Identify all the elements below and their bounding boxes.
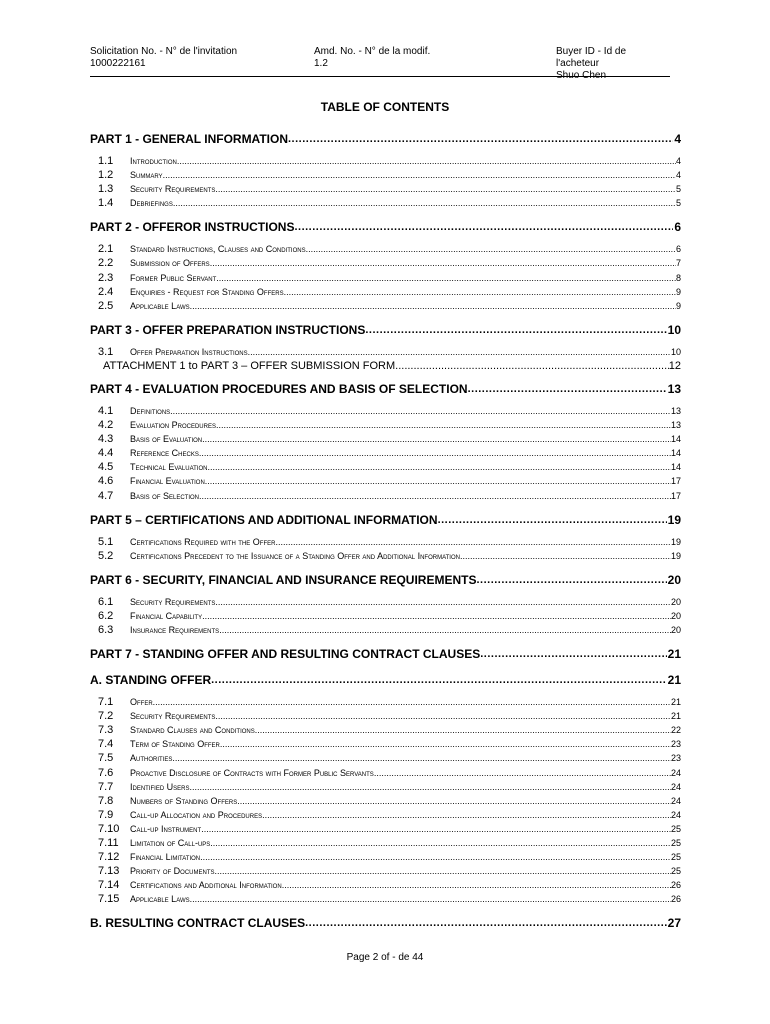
toc-page-number: 24 [670, 809, 681, 820]
toc-page-number: 25 [670, 866, 681, 877]
toc-item-title: Authorities [130, 753, 173, 764]
toc-item[interactable] [90, 168, 681, 182]
toc-item-number: 3.1 [98, 345, 114, 358]
solicitation-label: Solicitation No. - N° de l'invitation [90, 46, 238, 57]
toc-item-number: 1.2 [98, 169, 114, 182]
toc-page-number: 26 [670, 894, 681, 905]
toc-item-title: Standard Clauses and Conditions [130, 725, 255, 736]
toc-attachment-1[interactable] [90, 359, 681, 374]
toc-page-number: 20 [670, 624, 681, 635]
table-of-contents [90, 128, 681, 934]
toc-item-title: Identified Users [130, 781, 190, 792]
toc-part-title: PART 1 - GENERAL INFORMATION [90, 132, 288, 146]
toc-page-number: 6 [675, 244, 681, 255]
toc-page-number: 19 [670, 550, 681, 561]
amendment-label: Amd. No. - N° de la modif. [314, 46, 431, 57]
toc-item-number: 7.12 [98, 851, 120, 864]
toc-item-title: Financial Limitation [130, 852, 201, 863]
toc-page-number: 10 [670, 346, 681, 357]
toc-page-number: 14 [670, 434, 681, 445]
toc-item-title: Call-up Instrument [130, 823, 202, 834]
toc-item-title: Certifications Required with the Offer [130, 536, 276, 547]
toc-page-number: 4 [675, 170, 681, 181]
toc-page-number: 25 [670, 852, 681, 863]
toc-page-number: 24 [670, 767, 681, 778]
toc-item-number: 7.6 [98, 766, 114, 779]
toc-section-title: B. RESULTING CONTRACT CLAUSES [90, 916, 306, 931]
toc-item[interactable] [90, 595, 681, 609]
toc-item[interactable] [90, 822, 681, 836]
toc-item-title: Definitions [130, 405, 171, 416]
toc-item-number: 7.8 [98, 794, 114, 807]
toc-item-title: Financial Evaluation [130, 476, 205, 487]
toc-part-title: PART 5 – CERTIFICATIONS AND ADDITIONAL INFORMATION [90, 512, 438, 527]
toc-item[interactable] [90, 780, 681, 794]
toc-item[interactable] [90, 489, 681, 503]
toc-item-number: 7.2 [98, 710, 114, 723]
toc-part-3[interactable] [90, 319, 681, 341]
toc-item-title: Security Requirements [130, 711, 216, 722]
toc-item-title: Evaluation Procedures [130, 420, 216, 431]
toc-item[interactable] [90, 549, 681, 563]
toc-item-number: 7.15 [98, 893, 120, 906]
toc-page-number: 14 [670, 462, 681, 473]
toc-item-number: 7.4 [98, 738, 114, 751]
toc-item-title: Basis of Evaluation [130, 434, 203, 445]
page-footer: Page 2 of - de 44 [346, 952, 424, 963]
toc-item-title: Basis of Selection [130, 490, 200, 501]
buyer-label: Buyer ID - Id de l'acheteur [556, 46, 627, 69]
toc-page-number: 7 [675, 258, 681, 269]
toc-part-title: PART 4 - EVALUATION PROCEDURES AND BASIS OF SELECTION [90, 381, 468, 396]
toc-part-7[interactable] [90, 643, 681, 665]
toc-item-title: Standard Instructions, Clauses and Conditions [130, 244, 306, 255]
toc-item[interactable] [90, 474, 681, 488]
toc-item[interactable] [90, 695, 681, 709]
toc-page-number: 17 [670, 476, 681, 487]
toc-item-number: 4.2 [98, 419, 114, 432]
toc-item-number: 1.3 [98, 183, 114, 196]
toc-item-number: 6.2 [98, 609, 114, 622]
toc-part-2[interactable] [90, 216, 681, 238]
toc-page-number: 9 [675, 286, 681, 297]
toc-item-title: Introduction [130, 156, 177, 166]
toc-page-number: 22 [670, 725, 681, 736]
toc-item-number: 2.4 [98, 285, 114, 298]
toc-item-number: 5.1 [98, 535, 114, 548]
toc-item-title: Technical Evaluation [130, 462, 208, 473]
toc-page-number: 25 [670, 823, 681, 834]
toc-part-title: PART 2 - OFFEROR INSTRUCTIONS [90, 220, 295, 235]
toc-page-number: 23 [670, 753, 681, 764]
toc-page-number: 26 [670, 880, 681, 891]
toc-item-number: 7.11 [98, 837, 119, 849]
toc-item-number: 2.5 [98, 299, 114, 312]
toc-page-number: 23 [670, 739, 681, 750]
toc-page-number: 25 [670, 838, 681, 848]
toc-item-number: 4.6 [98, 475, 114, 488]
toc-item[interactable] [90, 850, 681, 864]
toc-item[interactable] [90, 836, 681, 850]
toc-page-number: 19 [670, 536, 681, 547]
toc-item[interactable] [90, 878, 681, 892]
toc-part-6[interactable] [90, 569, 681, 591]
toc-item-title: Certifications and Additional Information [130, 880, 282, 891]
toc-item[interactable] [90, 892, 681, 906]
toc-attachment-title: ATTACHMENT 1 to PART 3 – OFFER SUBMISSION FORM [103, 359, 396, 372]
toc-item[interactable] [90, 808, 681, 822]
toc-item-number: 4.5 [98, 461, 114, 474]
toc-item-number: 7.9 [98, 808, 114, 821]
toc-item-title: Offer Preparation Instructions [130, 346, 248, 357]
toc-page-number: 20 [667, 572, 681, 587]
toc-item[interactable] [90, 432, 681, 446]
toc-page-number: 17 [670, 490, 681, 501]
toc-page-number: 20 [670, 610, 681, 621]
toc-item[interactable] [90, 446, 681, 460]
toc-item-title: Certifications Precedent to the Issuance of a Standing Offer and Additional Information [130, 550, 460, 561]
toc-item-number: 4.4 [98, 447, 114, 460]
toc-page-number: 9 [675, 300, 681, 311]
toc-section-a[interactable] [90, 669, 681, 691]
toc-item[interactable] [90, 737, 681, 751]
toc-part-title: PART 3 - OFFER PREPARATION INSTRUCTIONS [90, 322, 366, 337]
toc-item[interactable] [90, 154, 681, 168]
toc-item-number: 4.3 [98, 433, 114, 446]
toc-item-title: Former Public Servant [130, 272, 217, 283]
toc-item-number: 7.13 [98, 865, 120, 878]
page-header [90, 46, 670, 81]
toc-item-number: 2.2 [98, 257, 114, 270]
toc-page-number: 20 [670, 596, 681, 607]
toc-item-number: 7.3 [98, 724, 114, 737]
toc-item[interactable] [90, 299, 681, 313]
toc-item[interactable] [90, 271, 681, 285]
toc-item-title: Financial Capability [130, 610, 203, 621]
toc-part-title: PART 6 - SECURITY, FINANCIAL AND INSURANCE REQUIREMENTS [90, 572, 477, 587]
toc-item[interactable] [90, 751, 681, 765]
toc-section-title: A. STANDING OFFER [90, 673, 212, 688]
toc-section-b[interactable] [90, 912, 681, 934]
toc-item[interactable] [90, 418, 681, 432]
toc-item-number: 2.3 [98, 271, 114, 284]
toc-item-title: Applicable Laws [130, 894, 190, 905]
toc-item[interactable] [90, 766, 681, 780]
toc-page-number: 6 [674, 220, 681, 235]
toc-item-title: Submission of Offers [130, 258, 210, 269]
toc-item[interactable] [90, 723, 681, 737]
toc-item[interactable] [90, 794, 681, 808]
buyer-block [556, 46, 670, 82]
toc-item-title: Applicable Laws [130, 300, 190, 311]
toc-item[interactable] [90, 709, 681, 723]
toc-item-number: 2.1 [98, 243, 114, 256]
toc-item[interactable] [90, 404, 681, 418]
toc-item-title: Priority of Documents [130, 866, 215, 877]
toc-item-title: Enquiries - Request for Standing Offers [130, 286, 284, 297]
toc-part-4[interactable] [90, 378, 681, 400]
toc-item-title: Debriefings [130, 198, 173, 209]
toc-item-title: Security Requirements [130, 184, 216, 195]
toc-item-title: Security Requirements [130, 596, 216, 607]
toc-item[interactable] [90, 864, 681, 878]
toc-page-number: 4 [674, 132, 681, 146]
toc-page-number: 5 [675, 198, 681, 209]
toc-item-title: Reference Checks [130, 448, 199, 459]
toc-part-5[interactable] [90, 509, 681, 531]
toc-page-number: 21 [670, 697, 681, 708]
toc-title: TABLE OF CONTENTS [320, 100, 450, 114]
toc-item[interactable] [90, 345, 681, 359]
toc-page-number: 21 [667, 647, 681, 662]
toc-item-title: Insurance Requirements [130, 624, 220, 635]
toc-item[interactable] [90, 182, 681, 196]
toc-page-number: 4 [675, 156, 681, 166]
toc-item-number: 7.5 [98, 752, 114, 765]
toc-item-number: 7.14 [98, 879, 120, 892]
toc-page-number: 27 [667, 916, 681, 931]
toc-page-number: 12 [668, 359, 681, 372]
toc-page-number: 19 [667, 512, 681, 527]
toc-item-number: 7.1 [98, 696, 114, 709]
toc-item-title: Numbers of Standing Offers [130, 795, 238, 806]
toc-item-number: 6.1 [98, 595, 114, 608]
toc-item[interactable] [90, 285, 681, 299]
toc-item-number: 6.3 [98, 623, 114, 636]
toc-item-number: 4.7 [98, 489, 114, 502]
toc-page-number: 14 [670, 448, 681, 459]
toc-item-title: Term of Standing Offer [130, 739, 220, 750]
toc-item[interactable] [90, 196, 681, 210]
solicitation-block [90, 46, 237, 70]
toc-item-title: Limitation of Call-ups [130, 838, 211, 848]
toc-page-number: 24 [670, 795, 681, 806]
toc-page-number: 5 [675, 184, 681, 195]
toc-page-number: 13 [670, 405, 681, 416]
toc-item-title: Offer [130, 697, 153, 708]
toc-page-number: 8 [675, 272, 681, 283]
toc-item[interactable] [90, 609, 681, 623]
toc-item-title: Call-up Allocation and Procedures [130, 809, 263, 820]
toc-item-number: 1.1 [98, 155, 114, 167]
toc-item-number: 4.1 [98, 404, 114, 417]
toc-page-number: 10 [667, 322, 681, 337]
amendment-number: 1.2 [314, 58, 328, 69]
toc-item-number: 1.4 [98, 197, 114, 210]
toc-item[interactable] [90, 623, 681, 637]
toc-page-number: 13 [670, 420, 681, 431]
toc-item-number: 7.7 [98, 780, 114, 793]
toc-item-number: 5.2 [98, 549, 114, 562]
toc-page-number: 13 [667, 381, 681, 396]
buyer-name: Shuo Chen [556, 70, 607, 81]
toc-item[interactable] [90, 242, 681, 256]
toc-part-1[interactable] [90, 128, 681, 150]
toc-item[interactable] [90, 535, 681, 549]
toc-item-title: Summary [130, 170, 163, 181]
toc-page-number: 24 [670, 781, 681, 792]
solicitation-number: 1000222161 [90, 58, 146, 69]
toc-page-number: 21 [670, 711, 681, 722]
toc-page-number: 21 [667, 673, 681, 688]
toc-item-title: Proactive Disclosure of Contracts with Former Public Servants [130, 767, 374, 778]
toc-item[interactable] [90, 256, 681, 270]
toc-part-title: PART 7 - STANDING OFFER AND RESULTING CONTRACT CLAUSES [90, 647, 481, 662]
toc-item[interactable] [90, 460, 681, 474]
toc-item-number: 7.10 [98, 822, 120, 835]
amendment-block [314, 46, 430, 70]
